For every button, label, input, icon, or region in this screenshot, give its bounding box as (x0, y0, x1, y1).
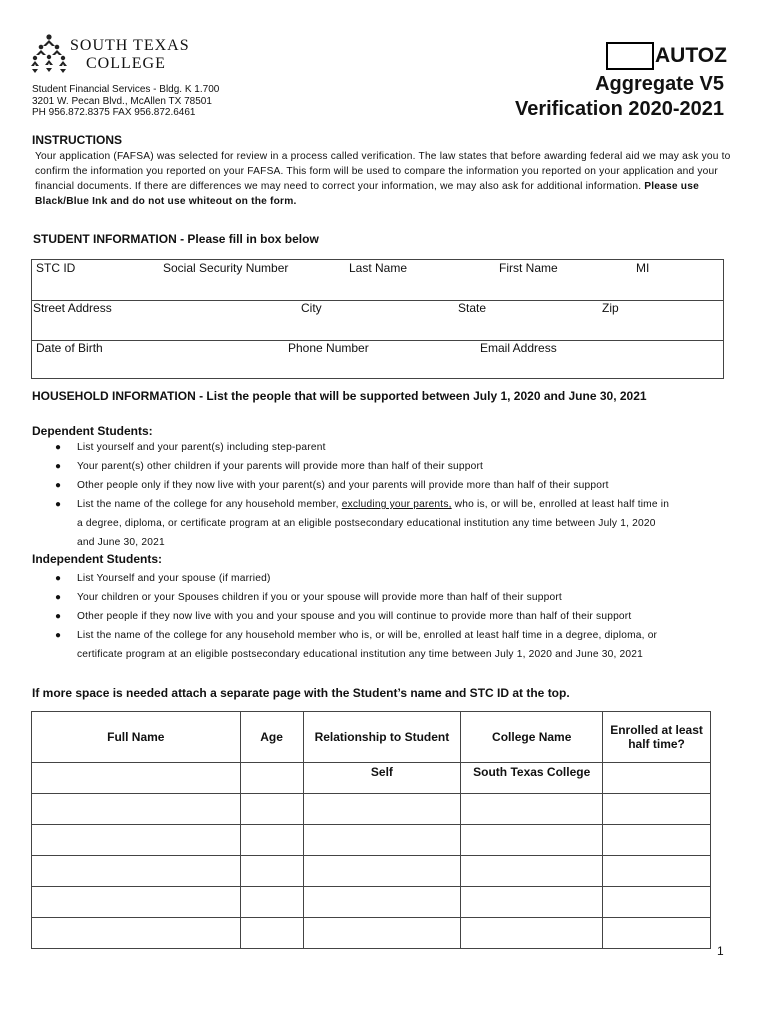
table-header-row (32, 712, 711, 763)
cell-age[interactable] (240, 856, 303, 887)
instructions-body: Your application (FAFSA) was selected for review in a process called verification. The law states that before awarding federal aid we may ask you to confirm the information you reported on your FAFSA. This form will be used to compare the information you reported on your application and your financial documents. If there are differences we may need to correct your information, we may also ask for additional information. (35, 151, 731, 192)
office-address (32, 84, 219, 119)
list-item: ● Other people if they now live with you and your spouse and you will continue to provide more than half of their support (55, 611, 632, 622)
stc-id-field[interactable]: STC ID (36, 261, 76, 275)
list-item-text: certificate program at an eligible postsecondary educational institution any time between July 1, 2020 and June 30, 2021 (77, 649, 643, 660)
form-title-line1: Aggregate V5 (595, 73, 724, 95)
address-line: 3201 W. Pecan Blvd., McAllen TX 78501 (32, 95, 212, 107)
cell-age[interactable] (240, 825, 303, 856)
cell-full-name[interactable] (32, 763, 241, 794)
phone-number-field[interactable]: Phone Number (288, 341, 369, 355)
instructions-heading: INSTRUCTIONS (32, 133, 122, 147)
cell-relationship[interactable] (303, 794, 461, 825)
cell-full-name[interactable] (32, 887, 241, 918)
ssn-field[interactable]: Social Security Number (163, 261, 289, 275)
table-row (32, 825, 711, 856)
first-name-field[interactable]: First Name (499, 261, 558, 275)
list-item-text: List Yourself and your spouse (if married) (77, 573, 271, 584)
cell-enrolled[interactable] (603, 856, 711, 887)
email-address-field[interactable]: Email Address (480, 341, 557, 355)
cell-age[interactable] (240, 887, 303, 918)
address-line: Student Financial Services - Bldg. K 1.700 (32, 84, 220, 95)
cell-relationship[interactable]: Self (303, 763, 461, 794)
cell-age[interactable] (240, 918, 303, 949)
form-code-box (606, 42, 654, 70)
instructions-text (35, 149, 735, 209)
list-item: ● Your parent(s) other children if your parents will provide more than half of their support (55, 461, 484, 472)
table-row (32, 856, 711, 887)
cell-relationship[interactable] (303, 887, 461, 918)
cell-relationship[interactable] (303, 825, 461, 856)
col-full-name: Full Name (32, 712, 241, 763)
student-info-row (32, 300, 723, 341)
list-item-text: who is, or will be, enrolled at least half time in (451, 499, 670, 510)
form-title-line2: Verification 2020-2021 (514, 98, 724, 120)
cell-relationship[interactable] (303, 918, 461, 949)
address-line: PH 956.872.8375 FAX 956.872.6461 (32, 107, 196, 118)
list-item-text: List yourself and your parent(s) including step-parent (77, 442, 326, 453)
page-number: 1 (717, 944, 724, 958)
logo-line1: SOUTH TEXAS (70, 37, 190, 54)
form-code: AUTOZ (655, 44, 727, 67)
student-info-heading: STUDENT INFORMATION - Please fill in box below (33, 232, 319, 246)
list-item: ● Other people only if they now live with your parent(s) and your parents will provide more than half of their support (55, 480, 609, 491)
list-item-text: Your children or your Spouses children if you or your spouse will provide more than half of their support (77, 592, 562, 603)
table-row (32, 794, 711, 825)
instructions-ink-note: Please use Black/Blue Ink and do not use whiteout on the form. (35, 181, 699, 207)
logo-line2: COLLEGE (86, 55, 166, 72)
list-item-text: and June 30, 2021 (77, 537, 165, 548)
cell-college-name[interactable] (461, 825, 603, 856)
list-item-text: List the name of the college for any household member, (77, 499, 342, 510)
more-space-note: If more space is needed attach a separate page with the Student’s name and STC ID at the top. (32, 686, 570, 700)
cell-enrolled[interactable] (603, 887, 711, 918)
cell-college-name[interactable] (461, 918, 603, 949)
cell-college-name[interactable] (461, 794, 603, 825)
cell-enrolled[interactable] (603, 794, 711, 825)
list-item: ● List the name of the college for any household member, excluding your parents, who is, or will be, enrolled at least half time in a degree, diploma, or certificate program at an eligible postsecondary educational institution any time between July 1, 2020 and June 30, 2021 (55, 499, 670, 548)
list-item: ● List yourself and your parent(s) including step-parent (55, 442, 326, 453)
cell-full-name[interactable] (32, 825, 241, 856)
cell-age[interactable] (240, 763, 303, 794)
zip-field[interactable]: Zip (602, 301, 619, 315)
list-item: ● List the name of the college for any household member who is, or will be, enrolled at least half time in a degree, diploma, or certificate program at an eligible postsecondary educational institution any time between July 1, 2020 and June 30, 2021 (55, 630, 658, 660)
list-item-text: Your parent(s) other children if your parents will provide more than half of their support (77, 461, 484, 472)
household-heading: HOUSEHOLD INFORMATION - List the people that will be supported between July 1, 2020 and June 30, 2021 (32, 389, 647, 403)
col-relationship: Relationship to Student (303, 712, 461, 763)
college-logo (30, 33, 200, 75)
list-item-text: Other people only if they now live with your parent(s) and your parents will provide more than half of their support (77, 480, 609, 491)
mi-field[interactable]: MI (636, 261, 650, 275)
col-enrolled: Enrolled at least half time? (603, 712, 711, 763)
excluding-parents-text: excluding your parents, (341, 499, 452, 510)
student-info-row (32, 260, 723, 301)
household-table (31, 711, 711, 949)
cell-college-name[interactable] (461, 887, 603, 918)
list-item-text: a degree, diploma, or certificate program at an eligible postsecondary educational institution any time between July 1, 2020 (77, 518, 656, 529)
cell-college-name[interactable]: South Texas College (461, 763, 603, 794)
state-field[interactable]: State (458, 301, 487, 315)
cell-enrolled[interactable] (603, 825, 711, 856)
dependent-heading: Dependent Students: (32, 424, 153, 438)
col-college-name: College Name (461, 712, 603, 763)
cell-full-name[interactable] (32, 856, 241, 887)
last-name-field[interactable]: Last Name (349, 261, 408, 275)
cell-full-name[interactable] (32, 794, 241, 825)
cell-college-name[interactable] (461, 856, 603, 887)
cell-age[interactable] (240, 794, 303, 825)
list-item-text: Other people if they now live with you and your spouse and you will continue to provide more than half of their support (77, 611, 632, 622)
table-row (32, 887, 711, 918)
form-title (515, 72, 724, 122)
cell-enrolled[interactable] (603, 763, 711, 794)
table-row (32, 763, 711, 794)
list-item-text: List the name of the college for any household member who is, or will be, enrolled at least half time in a degree, diploma, or (77, 630, 658, 641)
student-info-box (31, 259, 724, 379)
cell-full-name[interactable] (32, 918, 241, 949)
independent-heading: Independent Students: (32, 552, 162, 566)
list-item: ● Your children or your Spouses children if you or your spouse will provide more than half of their support (55, 592, 562, 603)
col-age: Age (240, 712, 303, 763)
dependent-list (55, 438, 737, 552)
cell-enrolled[interactable] (603, 918, 711, 949)
list-item: ● List Yourself and your spouse (if married) (55, 573, 271, 584)
cell-relationship[interactable] (303, 856, 461, 887)
city-field[interactable]: City (301, 301, 322, 315)
independent-list (55, 569, 737, 664)
table-row (32, 918, 711, 949)
street-address-field[interactable]: Street Address (33, 301, 112, 315)
date-of-birth-field[interactable]: Date of Birth (36, 341, 103, 355)
logo-figures-icon (30, 33, 70, 75)
student-info-row (32, 340, 723, 380)
